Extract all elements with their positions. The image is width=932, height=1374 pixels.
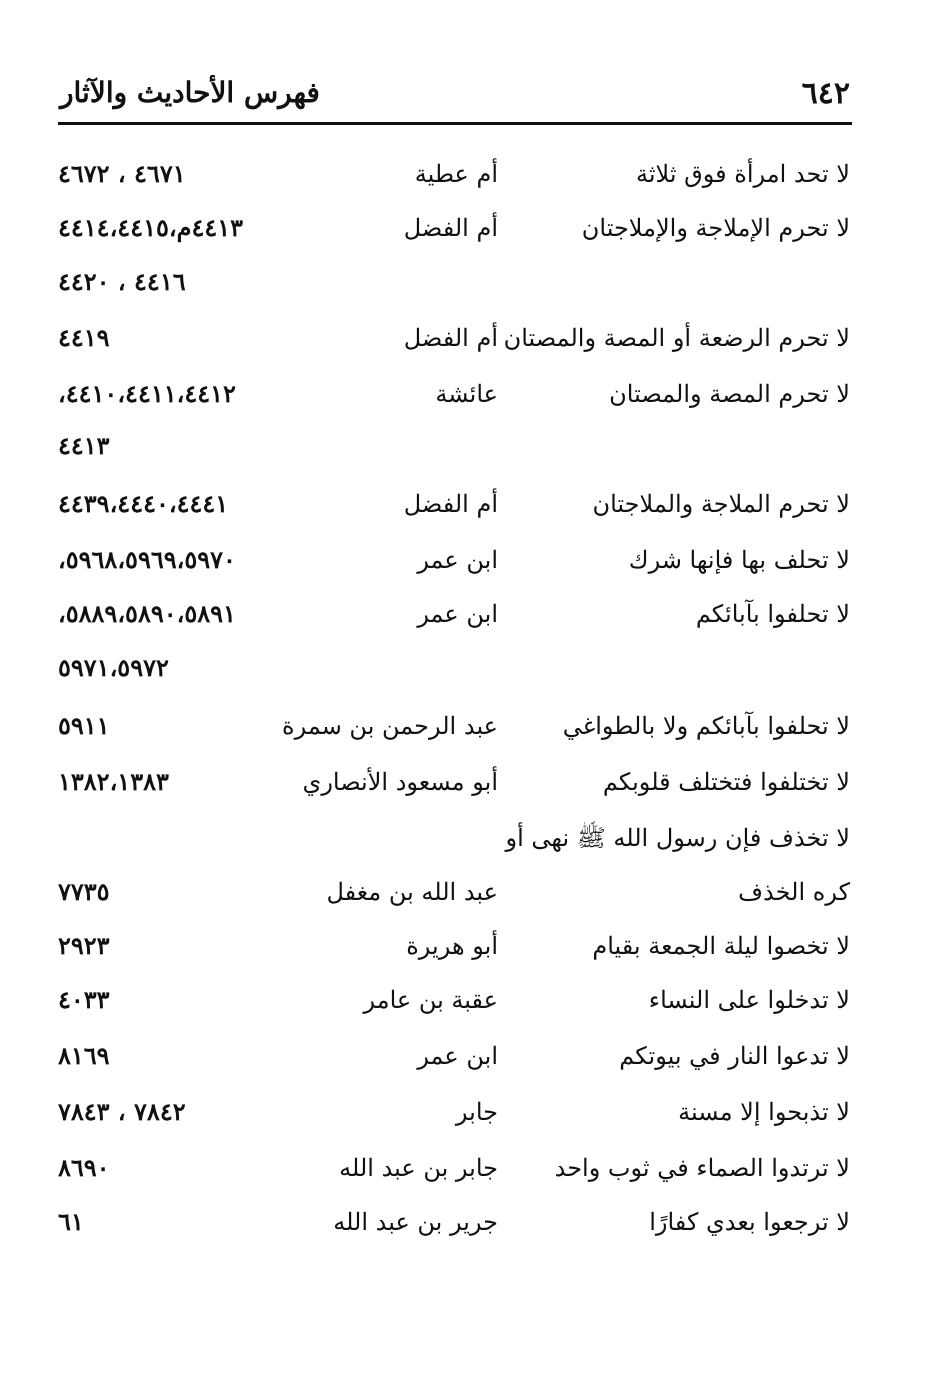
index-row [0,594,932,646]
hadith-numbers: ٤٤٣٩،٤٤٤٠،٤٤٤١ [58,489,229,518]
hadith-text: لا تحرم الإملاجة والإملاجتان [581,214,850,242]
hadith-numbers [58,818,298,858]
hadith-numbers: ١٣٨٢،١٣٨٣ [58,767,169,796]
hadith-text: لا تحرم المصة والمصتان [609,380,850,408]
index-row [0,262,932,314]
hadith-numbers: ٥٩٦٨،٥٩٦٩،٥٩٧٠، [58,545,236,574]
index-row [0,872,932,924]
index-row [0,1148,932,1200]
hadith-numbers: ٤٤١٦ ، ٤٤٢٠ [58,267,186,296]
narrator: أبو هريرة [406,932,498,960]
index-row [0,1202,932,1254]
hadith-text: لا تختلفوا فتختلف قلوبكم [602,768,850,796]
narrator: أم الفضل [403,324,498,352]
narrator: عائشة [435,380,498,408]
hadith-numbers: ٤٤١٣م،٤٤١٤،٤٤١٥ [58,213,244,242]
hadith-text: لا تحد امرأة فوق ثلاثة [635,160,850,188]
hadith-numbers: ٤٠٣٣ [58,985,110,1014]
hadith-numbers: ٧٧٣٥ [58,877,110,906]
hadith-numbers: ٤٤١٩ [58,323,110,352]
hadith-numbers: ٢٩٢٣ [58,931,110,960]
hadith-text: لا ترتدوا الصماء في ثوب واحد [554,1154,850,1182]
index-row [0,540,932,592]
hadith-numbers: ٨٦٩٠ [58,1153,110,1182]
narrator: عقبة بن عامر [363,986,498,1014]
narrator: جابر [455,1098,498,1126]
narrator: أبو مسعود الأنصاري [302,768,498,796]
narrator: جابر بن عبد الله [339,1154,498,1182]
hadith-numbers: ٤٤١٠،٤٤١١،٤٤١٢، [58,379,236,408]
index-row [0,706,932,758]
index-row [0,318,932,370]
narrator: ابن عمر [417,546,498,574]
hadith-numbers: ٤٦٧١ ، ٤٦٧٢ [58,159,186,188]
hadith-numbers: ٥٩٧١،٥٩٧٢ [58,653,169,682]
hadith-numbers: ٥٨٨٩،٥٨٩٠،٥٨٩١، [58,599,236,628]
hadith-numbers: ٥٩١١ [58,711,110,740]
hadith-text: لا تذبحوا إلا مسنة [678,1098,850,1126]
index-row [0,154,932,206]
hadith-text: لا تحرم الملاجة والملاجتان [592,490,850,518]
narrator: ابن عمر [417,1042,498,1070]
index-row [0,648,932,700]
hadith-text: لا تحلف بها فإنها شرك [628,546,850,574]
hadith-text: لا تدعوا النار في بيوتكم [619,1042,850,1070]
hadith-numbers: ٤٤١٣ [58,431,110,460]
index-row [0,208,932,260]
index-row [0,1036,932,1088]
running-title: فهرس الأحاديث والآثار [60,76,320,109]
index-row [0,980,932,1032]
hadith-text: لا تحلفوا بآبائكم [695,600,850,628]
narrator: أم الفضل [403,214,498,242]
narrator: أم الفضل [403,490,498,518]
narrator: جرير بن عبد الله [333,1208,498,1236]
hadith-numbers: ٧٨٤٢ ، ٧٨٤٣ [58,1097,186,1126]
hadith-text: لا تخذف فإن رسول الله ﷺ نهى أو [505,824,850,852]
hadith-text: لا تحلفوا بآبائكم ولا بالطواغي [562,712,850,740]
hadith-text: لا تدخلوا على النساء [648,986,850,1014]
hadith-numbers: ٨١٦٩ [58,1041,110,1070]
hadith-text: لا تخصوا ليلة الجمعة بقيام [592,932,850,960]
index-row [0,484,932,536]
index-row [0,426,932,478]
index-row [0,762,932,814]
page-number: ٦٤٢ [801,76,850,111]
index-row [0,926,932,978]
index-row [0,1092,932,1144]
hadith-text: لا ترجعوا بعدي كفارًا [649,1208,850,1236]
narrator: عبد الله بن مغفل [326,878,498,906]
hadith-numbers: ٦١ [58,1207,84,1236]
hadith-text: لا تحرم الرضعة أو المصة والمصتان [503,324,850,352]
narrator: أم عطية [414,160,498,188]
hadith-text: كره الخذف [738,878,850,906]
narrator: ابن عمر [417,600,498,628]
index-row [0,818,932,870]
narrator: عبد الرحمن بن سمرة [282,712,498,740]
index-row [0,374,932,426]
